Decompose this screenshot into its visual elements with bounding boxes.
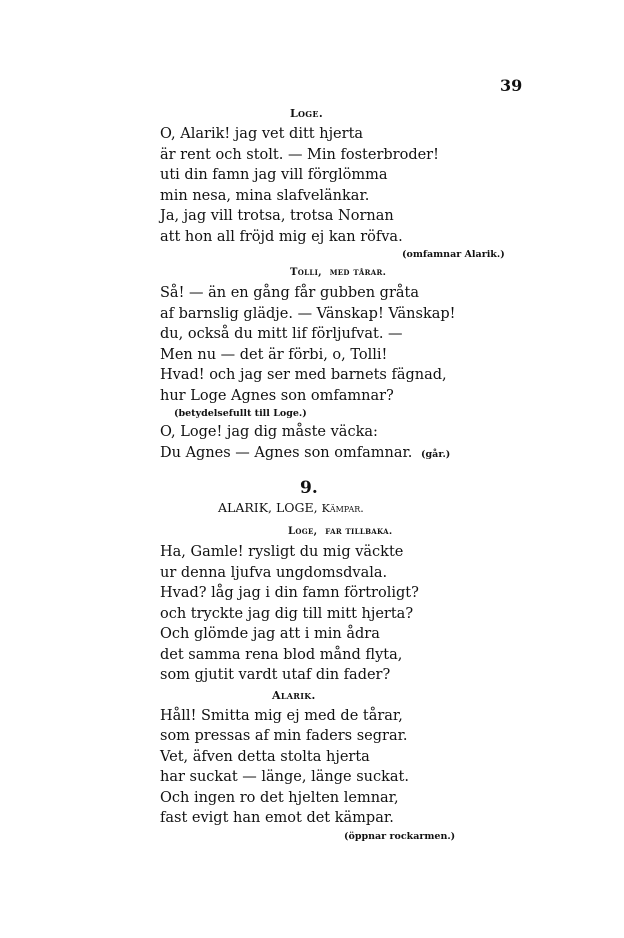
verse-line: fast evigt han emot det kämpar. <box>160 810 394 826</box>
verse-line: Ja, jag vill trotsa, trotsa Nornan <box>160 208 394 224</box>
verse-line: Så! — än en gång får gubben gråta <box>160 285 419 301</box>
verse-line: Hvad? låg jag i din famn förtroligt? <box>160 585 419 601</box>
verse-line: Vet, äfven detta stolta hjerta <box>160 748 370 765</box>
speaker-loge: Loge. <box>290 107 323 120</box>
speaker-note: med tårar. <box>329 267 387 278</box>
verse-line: Och ingen ro det hjelten lemnar, <box>160 789 399 806</box>
speaker-name: Loge, <box>288 526 318 537</box>
verse-text: Du Agnes — Agnes son omfamnar. <box>160 444 413 461</box>
verse-line: uti din famn jag vill förglömma <box>160 167 388 183</box>
speaker-note: far tillbaka. <box>325 526 393 537</box>
verse-line: det samma rena blod månd flyta, <box>160 646 403 663</box>
verse-line: Ha, Gamle! rysligt du mig väckte <box>160 544 404 560</box>
verse-line: Håll! Smitta mig ej med de tårar, <box>160 707 403 724</box>
verse-line: har suckat — länge, länge suckat. <box>160 769 409 785</box>
verse-line: min nesa, mina slafvelänkar. <box>160 187 370 204</box>
verse-line: O, Alarik! jag vet ditt hjerta <box>160 126 364 142</box>
speaker-name: Tolli, <box>290 267 322 278</box>
verse-line: O, Loge! jag dig måste väcka: <box>160 424 378 440</box>
verse-line: af barnslig glädje. — Vänskap! Vänskap! <box>160 305 456 322</box>
verse-line: som gjutit vardt utaf din fader? <box>160 667 391 683</box>
cast-list <box>218 500 364 515</box>
scene-1-block <box>160 104 540 463</box>
page-number: 39 <box>500 76 523 95</box>
verse-line: som pressas af min faders segrar. <box>160 728 408 744</box>
stage-direction: (öppnar rockarmen.) <box>344 830 456 842</box>
speaker-alarik: Alarik. <box>272 688 316 702</box>
scene-number: 9. <box>300 478 318 498</box>
stage-direction: (betydelsefullt till Loge.) <box>174 408 307 419</box>
speaker-loge <box>160 522 540 542</box>
verse-line: hur Loge Agnes son omfamnar? <box>160 387 394 404</box>
cast-names: ALARIK, LOGE, <box>218 500 322 515</box>
verse-line <box>160 443 540 464</box>
stage-direction: (omfamnar Alarik.) <box>402 249 505 260</box>
speaker-tolli <box>160 263 540 283</box>
verse-line: Och glömde jag att i min ådra <box>160 626 380 642</box>
cast-kampar: Kämpar. <box>321 502 364 515</box>
verse-line: är rent och stolt. — Min fosterbroder! <box>160 146 439 163</box>
verse-line: Hvad! och jag ser med barnets fägnad, <box>160 367 447 383</box>
verse-line: du, också du mitt lif förljufvat. — <box>160 326 403 342</box>
verse-line: ur denna ljufva ungdomsdvala. <box>160 564 388 581</box>
verse-line: och tryckte jag dig till mitt hjerta? <box>160 605 414 622</box>
verse-line: att hon all fröjd mig ej kan röfva. <box>160 228 403 245</box>
stage-direction: (går.) <box>421 448 451 460</box>
verse-line: Men nu — det är förbi, o, Tolli! <box>160 346 388 363</box>
scene-2-block <box>160 522 540 845</box>
